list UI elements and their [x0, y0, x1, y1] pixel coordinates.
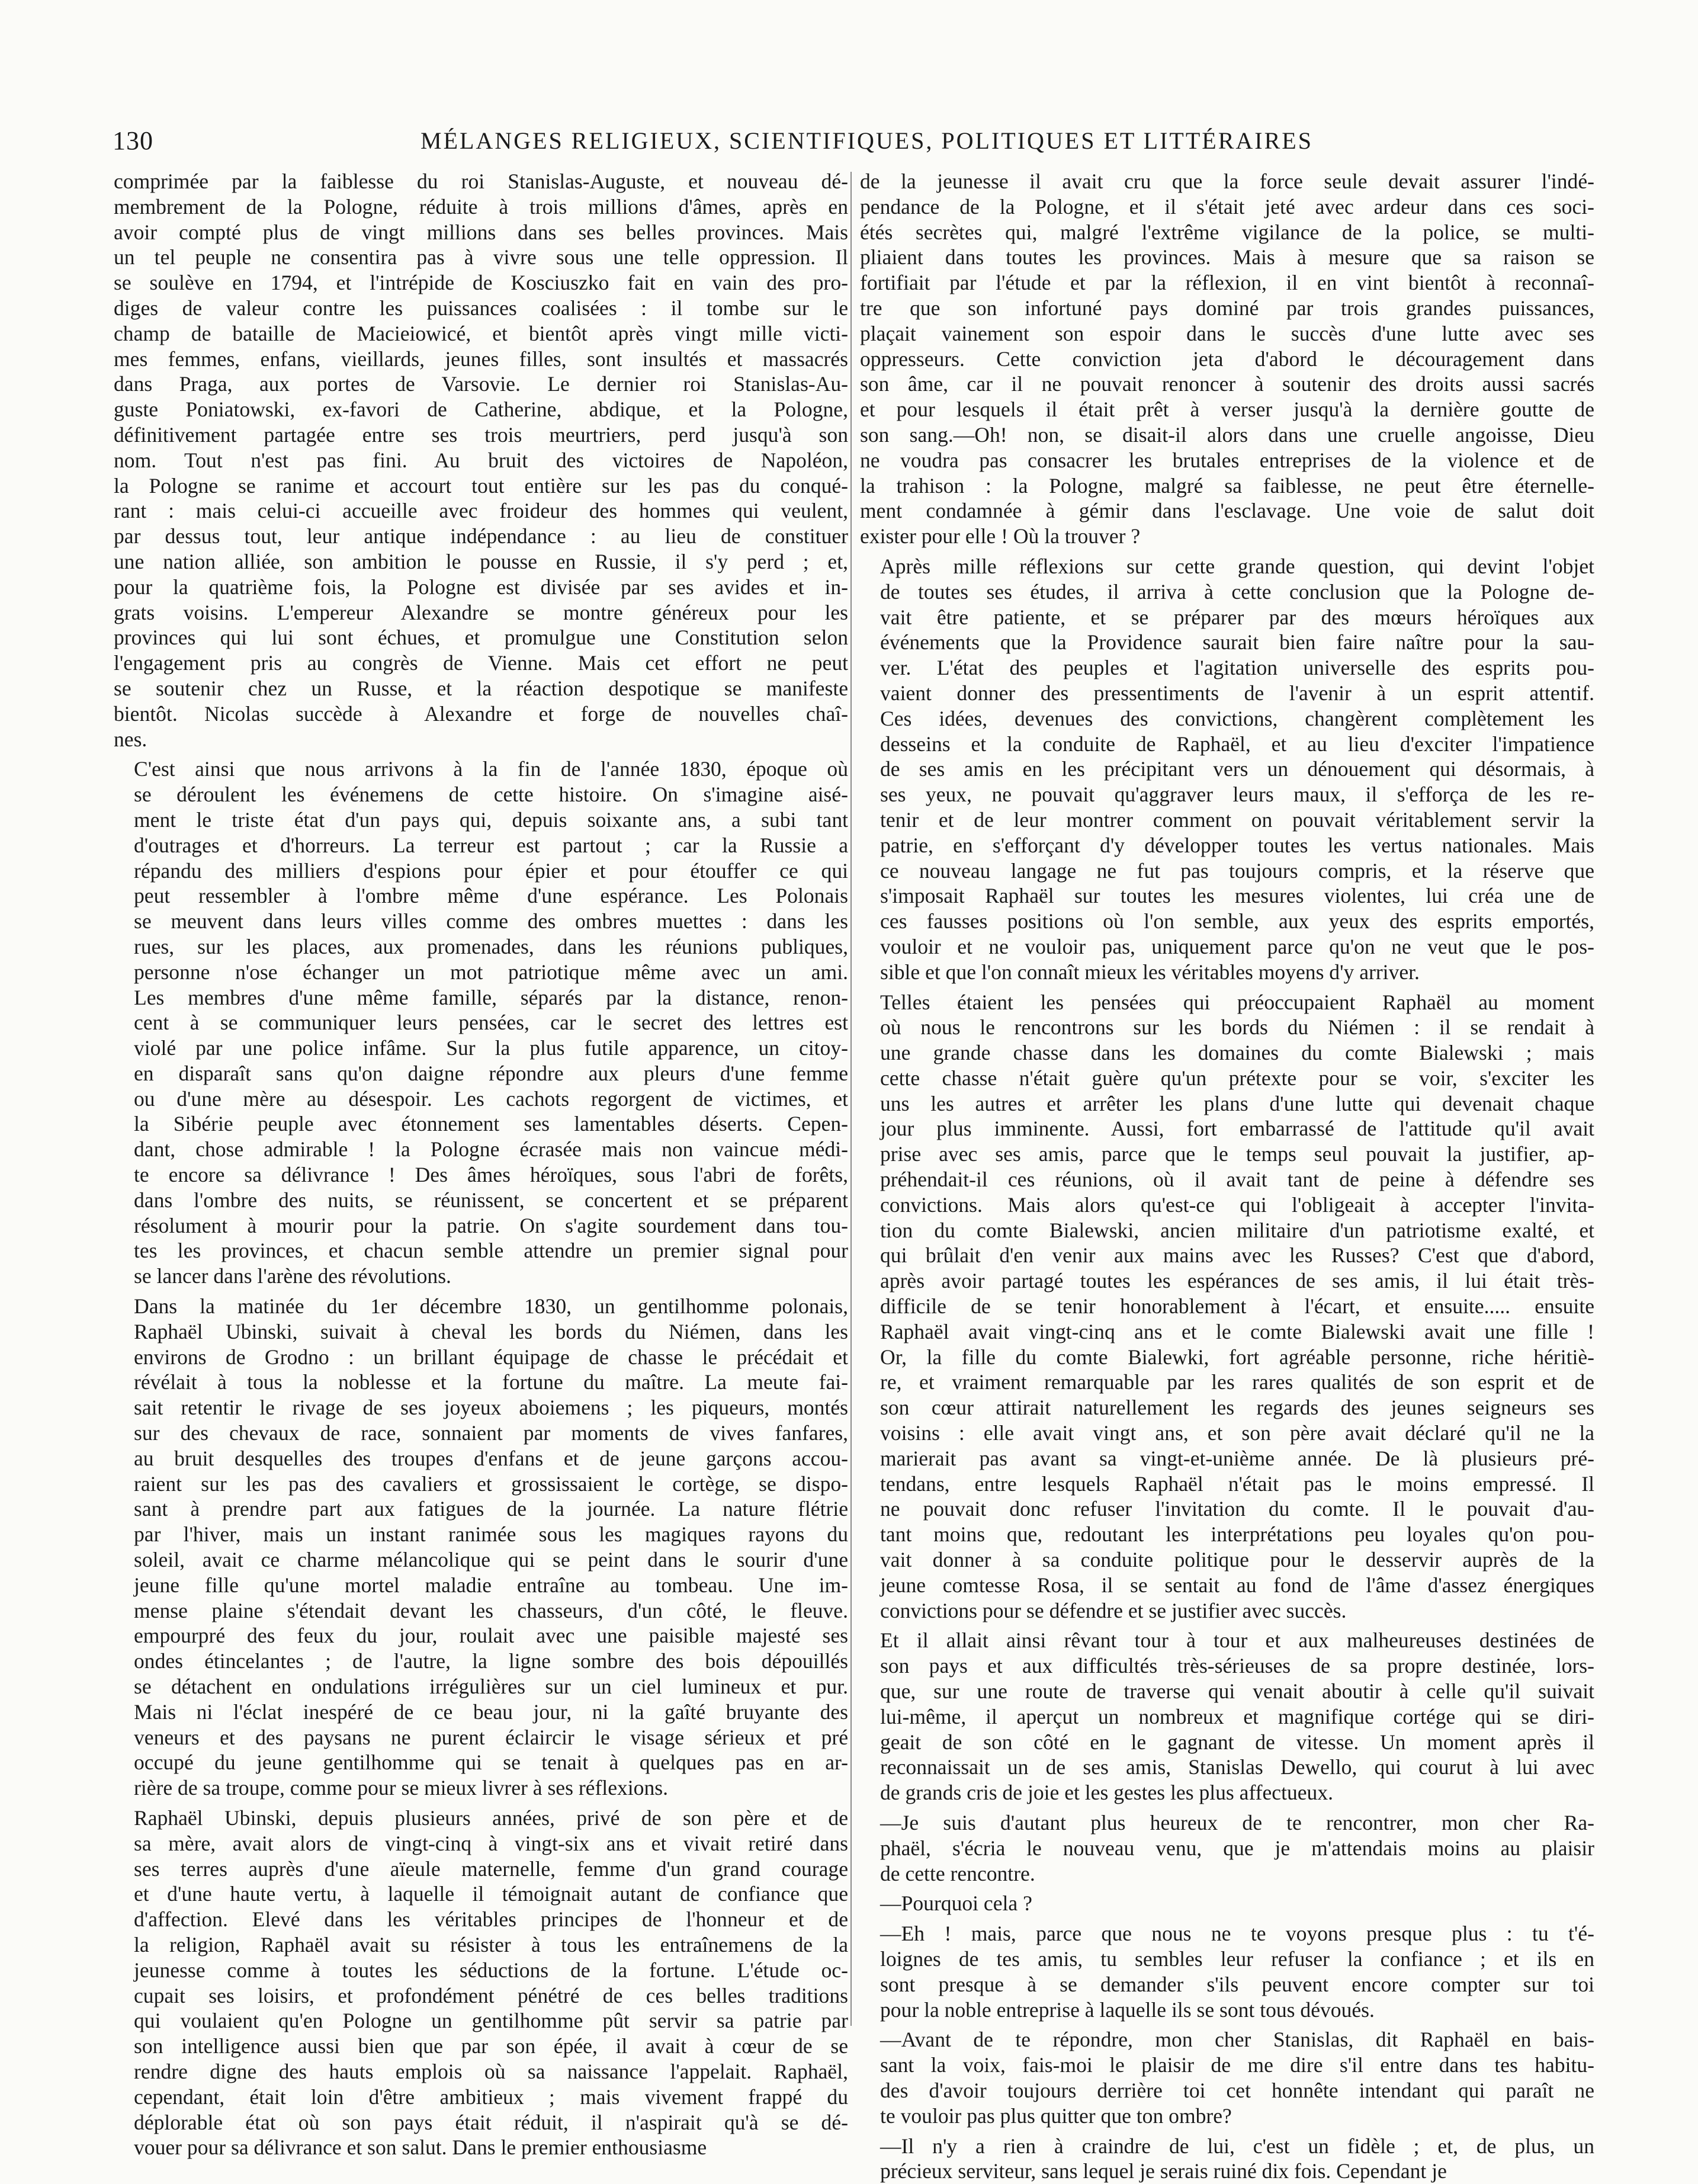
text-line: dant, chose admirable ! la Pologne écrasée mais non vaincue médi- — [134, 1137, 848, 1162]
text-line: de ses amis en les précipitant vers un dénouement qui désormais, à — [880, 757, 1594, 781]
text-line: Telles étaient les pensées qui préoccupaient Raphaël au moment — [880, 990, 1594, 1014]
text-line: ne voudra pas consacrer les brutales entreprises de la violence et de — [860, 448, 1594, 472]
text-line: —Il n'y a rien à craindre de lui, c'est un fidèle ; et, de plus, un — [880, 2134, 1594, 2158]
text-line: Raphaël Ubinski, suivait à cheval les bords du Niémen, dans les — [134, 1319, 848, 1343]
text-line: rues, sur les places, aux promenades, dans les réunions publiques, — [134, 934, 848, 958]
text-line: ver. L'état des peuples et l'agitation universelle des esprits pou- — [880, 656, 1594, 680]
text-line: déplorable état où son pays était réduit, il n'aspirait qu'à se dé- — [134, 2110, 848, 2134]
text-line: de grands cris de joie et les gestes les plus affectueux. — [880, 1781, 1334, 1805]
article-paragraph — [114, 169, 848, 752]
text-line: Raphaël Ubinski, depuis plusieurs années, privé de son père et de — [134, 1806, 848, 1830]
text-line: son sang.—Oh! non, se disait-il alors dans une cruelle angoisse, Dieu — [860, 422, 1594, 447]
text-line: cupait ses loisirs, et profondément pénétré de ces belles traditions — [134, 1983, 848, 2007]
left-column — [114, 169, 848, 2160]
article-paragraph — [114, 756, 848, 1289]
text-line: un tel peuple ne consentira pas à vivre sous une telle oppression. Il — [114, 245, 848, 270]
article-paragraph — [860, 1921, 1594, 2022]
text-line: diges de valeur contre les puissances coalisées : il tombe sur le — [114, 296, 848, 320]
text-line: nom. Tout n'est pas fini. Au bruit des victoires de Napoléon, — [114, 448, 848, 472]
text-line: convictions pour se défendre et se justifier avec succès. — [880, 1598, 1347, 1622]
text-line: vait donner à sa conduite politique pour le desservir auprès de la — [880, 1548, 1594, 1572]
text-line: précieux serviteur, sans lequel je serais ruiné dix fois. Cependant je — [880, 2159, 1447, 2183]
text-line: ses yeux, ne pouvait qu'aggraver leurs maux, il s'efforça de les re- — [880, 782, 1594, 807]
column-divider — [850, 172, 852, 2026]
text-line: sant la voix, fais-moi le plaisir de me dire s'il entre dans tes habitu- — [880, 2053, 1594, 2077]
text-line: s'imposait Raphaël sur toutes les mesures violentes, lui créa une de — [880, 884, 1594, 908]
text-line: Les membres d'une même famille, séparés par la distance, renon- — [134, 985, 848, 1009]
text-line: son pays et aux difficultés très-sérieuses de sa propre destinée, lors- — [880, 1654, 1594, 1678]
text-line: phaël, s'écria le nouveau venu, que je m'attendais moins au plaisir — [880, 1836, 1594, 1860]
text-line: se soutenir chez un Russe, et la réaction despotique se manifeste — [114, 676, 848, 700]
text-line: la Sibérie peuple avec étonnement ses lamentables déserts. Cepen- — [134, 1112, 848, 1136]
text-line: répandu des milliers d'espions pour épier et pour étouffer ce qui — [134, 858, 848, 883]
text-line: voisins : elle avait vingt ans, et son père avait déclaré qu'il ne la — [880, 1421, 1594, 1445]
text-line: ondes étincelantes ; de l'autre, la ligne sombre des bois dépouillés — [134, 1649, 848, 1673]
text-line: et pour lesquels il était prêt à verser jusqu'à la dernière goutte de — [860, 397, 1594, 422]
text-line: de la jeunesse il avait cru que la force seule devait assurer l'indé- — [860, 169, 1594, 193]
article-paragraph — [860, 1628, 1594, 1805]
text-line: champ de bataille de Macieiowicé, et bientôt après vingt mille victi- — [114, 321, 848, 345]
text-line: rendre digne des hauts emplois où sa naissance l'appelait. Raphaël, — [134, 2059, 848, 2083]
text-line: raient sur les pas des cavaliers et grossissaient le cortège, se dispo- — [134, 1471, 848, 1496]
text-line: sont presque à se demander s'ils peuvent encore compter sur toi — [880, 1972, 1594, 1996]
text-line: ne pouvait donc refuser l'invitation du comte. Il le pouvait d'au- — [880, 1497, 1594, 1521]
text-line: te encore sa délivrance ! Des âmes héroïques, sous l'abri de forêts, — [134, 1163, 848, 1187]
text-line: ses terres auprès d'une aïeule maternelle, femme d'un grand courage — [134, 1856, 848, 1881]
text-line: marierait pas avant sa vingt-et-unième année. De là plusieurs pré- — [880, 1446, 1594, 1470]
text-line: que, sur une route de traverse qui venait aboutir à celle qu'il suivait — [880, 1679, 1594, 1704]
text-line: bientôt. Nicolas succède à Alexandre et forge de nouvelles chaî- — [114, 701, 848, 726]
text-line: comprimée par la faiblesse du roi Stanislas-Auguste, et nouveau dé- — [114, 169, 848, 193]
text-line: Et il allait ainsi rêvant tour à tour et aux malheureuses destinées de — [880, 1628, 1594, 1653]
text-line: Ces idées, devenues des convictions, changèrent complètement les — [880, 706, 1594, 730]
article-paragraph — [860, 169, 1594, 549]
text-line: prise avec ses amis, parce que le temps seul pouvait la justifier, ap- — [880, 1142, 1594, 1166]
article-paragraph — [114, 1294, 848, 1801]
text-line: veneurs et des paysans ne purent éclaircir le visage sérieux et pré — [134, 1725, 848, 1749]
text-line: difficile de se tenir honorablement à l'écart, et ensuite..... ensuite — [880, 1294, 1594, 1319]
text-line: jeune comtesse Rosa, il se sentait au fond de l'âme d'assez énergiques — [880, 1573, 1594, 1597]
article-paragraph — [114, 1805, 848, 2160]
text-line: sant à prendre part aux fatigues de la journée. La nature flétrie — [134, 1497, 848, 1521]
text-line: patrie, en s'efforçant d'y développer toutes les vertus nationales. Mais — [880, 833, 1594, 857]
text-line: dans l'ombre des nuits, se réunissent, se concertent et se préparent — [134, 1188, 848, 1212]
text-line: qui brûlait d'en venir aux mains avec les Russes? C'est que d'abord, — [880, 1243, 1594, 1268]
text-line: pliaient dans toutes les provinces. Mais à mesure que sa raison se — [860, 245, 1594, 270]
text-line: définitivement partagée entre ses trois meurtriers, perd jusqu'à son — [114, 422, 848, 447]
text-line: avoir compté plus de vingt millions dans ses belles provinces. Mais — [114, 220, 848, 244]
text-line: jour plus imminente. Aussi, fort embarrassé de l'attitude qu'il avait — [880, 1117, 1594, 1141]
text-line: tenir et de leur montrer comment on pouvait véritablement servir la — [880, 807, 1594, 832]
text-line: rière de sa troupe, comme pour se mieux livrer à ses réflexions. — [134, 1776, 668, 1800]
text-line: la trahison : la Pologne, malgré sa faiblesse, ne peut être éternelle- — [860, 473, 1594, 498]
text-line: cette chasse n'était guère qu'un prétexte pour se voir, s'exciter les — [880, 1066, 1594, 1090]
article-paragraph — [860, 1810, 1594, 1886]
text-line: nes. — [114, 727, 147, 751]
text-line: exister pour elle ! Où la trouver ? — [860, 524, 1141, 549]
text-line: d'outrages et d'horreurs. La terreur est partout ; car la Russie a — [134, 833, 848, 857]
text-line: violé par une police infâme. Sur la plus futile apparence, un citoy- — [134, 1036, 848, 1060]
text-line: où nous le rencontrons sur les bords du Niémen : il se rendait à — [880, 1015, 1594, 1040]
article-paragraph — [860, 2134, 1594, 2184]
text-line: grats voisins. L'empereur Alexandre se montre généreux pour les — [114, 600, 848, 624]
text-line: vouer pour sa délivrance et son salut. Dans le premier enthousiasme — [134, 2135, 707, 2160]
text-line: pendance de la Pologne, et il s'était jeté avec ardeur dans ces soci- — [860, 194, 1594, 219]
text-line: se détachent en ondulations irrégulières sur un ciel lumineux et pur. — [134, 1675, 848, 1699]
text-line: —Je suis d'autant plus heureux de te rencontrer, mon cher Ra- — [880, 1811, 1594, 1835]
text-line: et d'une haute vertu, à laquelle il témoignait autant de confiance que — [134, 1882, 848, 1906]
text-line: convictions. Mais alors qu'est-ce qui l'obligeait à accepter l'invita- — [880, 1192, 1594, 1217]
text-line: tendans, entre lesquels Raphaël n'était pas le moins empressé. Il — [880, 1471, 1594, 1496]
text-line: ment condamnée à gémir dans l'esclavage. Une voie de salut doit — [860, 499, 1594, 523]
text-line: tes les provinces, et chacun semble attendre un premier signal pour — [134, 1239, 848, 1263]
text-line: plaçait vainement son espoir dans le succès d'une lutte avec ses — [860, 321, 1594, 345]
text-line: se lancer dans l'arène des révolutions. — [134, 1264, 451, 1288]
text-line: lui-même, il aperçut un nombreux et magnifique cortége qui se diri- — [880, 1704, 1594, 1728]
text-line: empourpré des feux du jour, roulait avec une paisible majesté ses — [134, 1624, 848, 1648]
running-title: MÉLANGES RELIGIEUX, SCIENTIFIQUES, POLITIQUES ET LITTÉRAIRES — [421, 127, 1313, 154]
text-line: de cette rencontre. — [880, 1861, 1035, 1885]
text-line: cependant, était loin d'être ambitieux ; mais vivement frappé du — [134, 2084, 848, 2109]
text-line: fortifiait par l'étude et par la réflexion, il en vint bientôt à reconnaî- — [860, 271, 1594, 295]
text-line: ces fausses positions où l'on semble, aux yeux des esprits emportés, — [880, 909, 1594, 934]
text-line: en disparaît sans qu'on daigne répondre aux pleurs d'une femme — [134, 1061, 848, 1085]
text-line: la Pologne se ranime et accourt tout entière sur les pas du conqué- — [114, 473, 848, 498]
text-line: C'est ainsi que nous arrivons à la fin de l'année 1830, époque où — [134, 757, 848, 781]
text-line: —Eh ! mais, parce que nous ne te voyons presque plus : tu t'é- — [880, 1922, 1594, 1946]
text-line: —Avant de te répondre, mon cher Stanislas, dit Raphaël en bais- — [880, 2028, 1594, 2052]
text-line: Or, la fille du comte Bialewki, fort agréable personne, riche héritiè- — [880, 1345, 1594, 1369]
article-paragraph — [860, 2027, 1594, 2128]
text-line: oppresseurs. Cette conviction jeta d'abord le découragement dans — [860, 347, 1594, 371]
article-paragraph — [860, 990, 1594, 1624]
text-line: son cœur attirait naturellement les regards des jeunes seigneurs ses — [880, 1396, 1594, 1420]
text-line: loignes de tes amis, tu sembles leur refuser la confiance ; et ils en — [880, 1946, 1594, 1971]
text-line: tion du comte Bialewski, ancien militaire d'un patriotisme exalté, et — [880, 1218, 1594, 1242]
text-line: reconnaissait un de ses amis, Stanislas Dewello, qui courut à lui avec — [880, 1755, 1594, 1779]
text-line: événements que la Providence saurait bien faire naître pour la sau- — [880, 630, 1594, 655]
text-line: une nation alliée, son ambition le pousse en Russie, il s'y perd ; et, — [114, 549, 848, 573]
text-line: dans Praga, aux portes de Varsovie. Le dernier roi Stanislas-Au- — [114, 372, 848, 396]
text-line: ce nouveau langage ne fut pas toujours compris, et la réserve que — [880, 858, 1594, 883]
text-line: se soulève en 1794, et l'intrépide de Kosciuszko fait en vain des pro- — [114, 271, 848, 295]
text-line: mes femmes, enfans, vieillards, jeunes filles, sont insultés et massacrés — [114, 347, 848, 371]
text-line: soleil, avait ce charme mélancolique qui se peint dans le sourir d'une — [134, 1548, 848, 1572]
text-line: desseins et la conduite de Raphaël, et au lieu d'exciter l'impatience — [880, 732, 1594, 756]
text-line: Après mille réflexions sur cette grande question, qui devint l'objet — [880, 554, 1594, 578]
text-line: pour la quatrième fois, la Pologne est divisée par ses avides et in- — [114, 575, 848, 599]
text-line: pour la noble entreprise à laquelle ils se sont tous dévoués. — [880, 1997, 1375, 2022]
text-line: sible et que l'on connaît mieux les véritables moyens d'y arriver. — [880, 960, 1420, 984]
text-line: la religion, Raphaël avait su résister à tous les entraînemens de la — [134, 1932, 848, 1957]
text-line: peut ressembler à l'ombre même d'une espérance. Les Polonais — [134, 884, 848, 908]
text-line: sa mère, avait alors de vingt-cinq à vingt-six ans et vivait retiré dans — [134, 1831, 848, 1855]
text-line: par dessus tout, leur antique indépendance : au lieu de constituer — [114, 524, 848, 549]
text-line: tant moins que, redoutant les interprétations peu loyales qu'on pou- — [880, 1522, 1594, 1547]
text-line: provinces qui lui sont échues, et promulgue une Constitution selon — [114, 626, 848, 650]
text-line: Mais ni l'éclat inespéré de ce beau jour, ni la gaîté bruyante des — [134, 1699, 848, 1724]
page-header — [113, 126, 1629, 161]
article-paragraph — [860, 1891, 1594, 1916]
text-line: personne n'ose échanger un mot patriotique même avec un ami. — [134, 960, 848, 984]
right-column — [860, 169, 1594, 2183]
text-line: jeunesse comme à toutes les séductions de la fortune. L'étude oc- — [134, 1958, 848, 1982]
text-line: qui voulaient qu'en Pologne un gentilhomme pût servir sa patrie par — [134, 2009, 848, 2033]
text-line: Raphaël avait vingt-cinq ans et le comte Bialewski avait une fille ! — [880, 1319, 1594, 1343]
text-line: d'affection. Elevé dans les véritables principes de l'honneur et de — [134, 1907, 848, 1932]
text-line: vouloir et ne vouloir pas, uniquement parce qu'on ne veut que le pos- — [880, 934, 1594, 958]
text-line: Dans la matinée du 1er décembre 1830, un gentilhomme polonais, — [134, 1294, 848, 1319]
text-line: préhendait-il ces réunions, où il avait tant de peine à défendre ses — [880, 1168, 1594, 1192]
text-line: par l'hiver, mais un instant ranimée sous les magiques rayons du — [134, 1522, 848, 1547]
text-line: cent à se communiquer leurs pensées, car le secret des lettres est — [134, 1011, 848, 1035]
page-number: 130 — [113, 126, 153, 155]
text-line: son âme, car il ne pouvait renoncer à soutenir des droits aussi sacrés — [860, 372, 1594, 396]
text-line: son intelligence aussi bien que par son épée, il avait à cœur de se — [134, 2034, 848, 2058]
text-line: se meuvent dans leurs villes comme des ombres muettes : dans les — [134, 909, 848, 934]
text-line: uns les autres et arrêter les plans d'une lutte qui devenait chaque — [880, 1091, 1594, 1115]
text-line: de toutes ses études, il arriva à cette conclusion que la Pologne de- — [880, 579, 1594, 604]
text-line: membrement de la Pologne, réduite à trois millions d'âmes, après en — [114, 194, 848, 219]
text-line: guste Poniatowski, ex-favori de Catherine, abdique, et la Pologne, — [114, 397, 848, 422]
text-line: une grande chasse dans les domaines du comte Bialewski ; mais — [880, 1041, 1594, 1065]
text-line: te vouloir pas plus quitter que ton ombre? — [880, 2103, 1232, 2128]
text-line: environs de Grodno : un brillant équipage de chasse le précédait et — [134, 1345, 848, 1369]
text-line: des d'avoir toujours derrière toi cet honnête intendant qui paraît ne — [880, 2078, 1594, 2102]
text-line: résolument à mourir pour la patrie. On s'agite sourdement dans tou- — [134, 1213, 848, 1237]
text-line: révélait à tous la noblesse et la fortune du maître. La meute fai- — [134, 1370, 848, 1394]
text-line: au bruit desquelles des troupes d'enfans et de jeune garçons accou- — [134, 1446, 848, 1470]
text-line: jeune fille qu'une mortel maladie entraîne au tombeau. Une im- — [134, 1573, 848, 1597]
text-line: vaient donner des pressentiments de l'avenir à un esprit attentif. — [880, 681, 1594, 705]
text-line: après avoir partagé toutes les espérances de ses amis, il lui était très- — [880, 1269, 1594, 1293]
text-line: ou d'une mère au désespoir. Les cachots regorgent de victimes, et — [134, 1086, 848, 1111]
article-paragraph — [860, 554, 1594, 985]
text-line: —Pourquoi cela ? — [880, 1891, 1032, 1916]
text-line: geait de son côté en le gagnant de vitesse. Un moment après il — [880, 1730, 1594, 1754]
text-line: vait être patiente, et se préparer par des mœurs héroïques aux — [880, 605, 1594, 629]
text-line: sur des chevaux de race, sonnaient par moments de vives fanfares, — [134, 1421, 848, 1445]
text-line: l'engagement pris au congrès de Vienne. Mais cet effort ne peut — [114, 651, 848, 675]
text-line: sait retentir le rivage de ses joyeux aboiemens ; les piqueurs, montés — [134, 1396, 848, 1420]
text-line: re, et vraiment remarquable par les rares qualités de son esprit et de — [880, 1370, 1594, 1394]
text-line: se déroulent les événemens de cette histoire. On s'imagine aisé- — [134, 782, 848, 807]
text-line: ment le triste état d'un pays qui, depuis soixante ans, a subi tant — [134, 807, 848, 832]
text-line: mense plaine s'étendait devant les chasseurs, d'un côté, le fleuve. — [134, 1598, 848, 1622]
text-line: occupé du jeune gentilhomme qui se tenait à quelques pas en ar- — [134, 1750, 848, 1775]
text-line: étés secrètes qui, malgré l'extrême vigilance de la police, se multi- — [860, 220, 1594, 244]
text-line: tre que son infortuné pays dominé par trois grandes puissances, — [860, 296, 1594, 320]
text-line: rant : mais celui-ci accueille avec froideur des hommes qui veulent, — [114, 499, 848, 523]
